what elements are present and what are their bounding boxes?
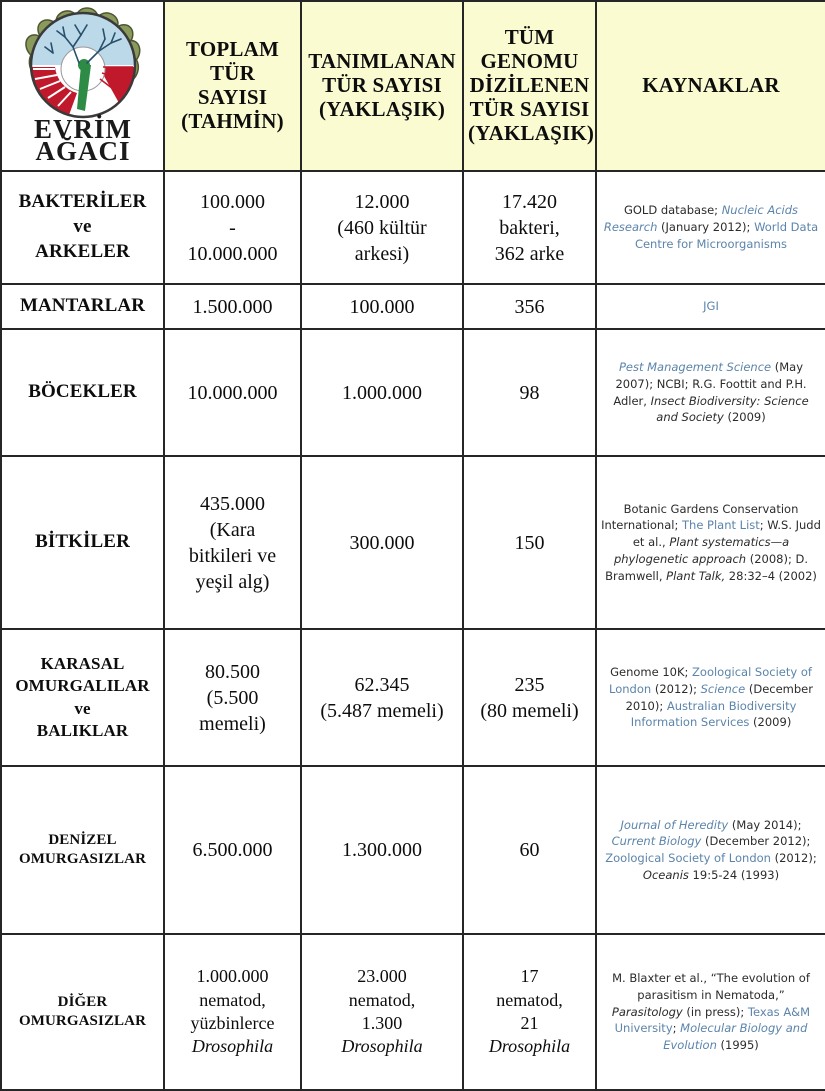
evrim-agaci-logo: [7, 7, 159, 165]
table-row: [1, 766, 825, 934]
source-link[interactable]: JGI: [703, 299, 719, 314]
source-text: ; W.S. Judd et al.,: [632, 518, 821, 550]
table-row: [1, 171, 825, 284]
row-genome-sequenced: 60: [463, 766, 596, 934]
source-text: (2012);: [651, 681, 701, 696]
row-group-name: KARASAL OMURGALILAR ve BALIKLAR: [1, 629, 164, 766]
row-sources: [596, 456, 825, 629]
source-link-title[interactable]: Current Biology: [611, 834, 702, 849]
source-text: (2012);: [770, 851, 817, 865]
row-group-name: DENİZEL OMURGASIZLAR: [1, 766, 164, 934]
row-genome-sequenced: 356: [463, 284, 596, 329]
row-sources: [596, 284, 825, 329]
header-total-species-label: TOPLAM TÜR SAYISI (TAHMİN): [181, 37, 284, 133]
source-link[interactable]: Zoological Society of London: [605, 851, 771, 865]
header-total-species: [164, 1, 301, 171]
source-link-title[interactable]: Pest Management Science: [618, 360, 772, 375]
row-sources: [596, 329, 825, 456]
row-total-species: 1.500.000: [164, 284, 301, 329]
header-genome-sequenced-label: TÜM GENOMU DİZİLENEN TÜR SAYISI (YAKLAŞIK): [468, 25, 595, 145]
row-group-name: BİTKİLER: [1, 456, 164, 629]
source-link[interactable]: World Data Centre for Microorganisms: [634, 220, 819, 251]
source-link-title[interactable]: Nucleic Acids Research: [603, 203, 799, 235]
source-text: M. Blaxter et al., “The evolution of parasitism in Nematoda,”: [612, 971, 810, 1002]
row-total-species: 100.000 - 10.000.000: [164, 171, 301, 284]
table-row: [1, 329, 825, 456]
source-text: Botanic Gardens Conservation International;: [601, 501, 799, 533]
row-sources: [596, 629, 825, 766]
source-text: ;: [672, 1021, 681, 1036]
row-genome-sequenced: 235 (80 memeli): [463, 629, 596, 766]
row-named-species: 23.000 nematod, 1.300 Drosophila: [301, 934, 463, 1090]
source-text: (2009): [749, 715, 792, 730]
source-text: (December 2010);: [625, 681, 813, 713]
row-total-species: 80.500 (5.500 memeli): [164, 629, 301, 766]
source-link-title[interactable]: Molecular Biology and Evolution: [663, 1021, 808, 1052]
table-row: [1, 284, 825, 329]
source-text: (December 2012);: [701, 834, 811, 849]
row-group-name: DİĞER OMURGASIZLAR: [1, 934, 164, 1090]
header-sources-label: KAYNAKLAR: [642, 73, 780, 98]
source-title: Insect Biodiversity: Science and Society: [650, 393, 809, 425]
source-text: (May 2007); NCBI; R.G. Foottit and P.H. Adler,: [613, 360, 807, 408]
row-named-species: 300.000: [301, 456, 463, 629]
row-total-species: 435.000 (Kara bitkileri ve yeşil alg): [164, 456, 301, 629]
row-group-name: BÖCEKLER: [1, 329, 164, 456]
source-text: 19:5-24 (1993): [688, 867, 780, 882]
source-text: 28:32–4 (2002): [725, 568, 817, 583]
row-sources: [596, 171, 825, 284]
source-link[interactable]: Zoological Society of London: [609, 665, 812, 696]
source-text: (1995): [716, 1038, 759, 1052]
row-group-name: MANTARLAR: [1, 284, 164, 329]
source-text: Genome 10K;: [610, 665, 693, 680]
header-named-species-label: TANIMLANAN TÜR SAYISI (YAKLAŞIK): [308, 49, 456, 121]
source-title: Plant Talk,: [666, 568, 726, 583]
table-row: [1, 456, 825, 629]
source-text: (2008); D. Bramwell,: [605, 551, 809, 583]
header-genome-sequenced: [463, 1, 596, 171]
source-title: Parasitology: [611, 1004, 683, 1019]
row-group-name: BAKTERİLER ve ARKELER: [1, 171, 164, 284]
row-named-species: 62.345 (5.487 memeli): [301, 629, 463, 766]
row-genome-sequenced: 98: [463, 329, 596, 456]
row-named-species: 100.000: [301, 284, 463, 329]
source-text: GOLD database;: [623, 203, 722, 218]
source-link[interactable]: The Plant List: [682, 518, 760, 533]
row-sources: [596, 766, 825, 934]
row-named-species: 12.000 (460 kültür arkesi): [301, 171, 463, 284]
logo-text-line2: AĞACI: [34, 136, 131, 165]
table-body: [1, 1, 825, 1090]
row-total-species: 10.000.000: [164, 329, 301, 456]
header-sources: [596, 1, 825, 171]
row-genome-sequenced: 17.420 bakteri, 362 arke: [463, 171, 596, 284]
source-text: (in press);: [682, 1004, 748, 1019]
row-genome-sequenced: 17 nematod, 21 Drosophila: [463, 934, 596, 1090]
logo-text-line1: EVRİM: [33, 114, 132, 144]
table-row: [1, 629, 825, 766]
row-named-species: 1.300.000: [301, 766, 463, 934]
source-link[interactable]: Australian Biodiversity Information Services: [630, 698, 797, 730]
row-sources: [596, 934, 825, 1090]
source-title: Plant systematics—a phylogenetic approach: [613, 535, 790, 566]
logo-cell: [1, 1, 164, 171]
row-total-species: 6.500.000: [164, 766, 301, 934]
source-title: Oceanis: [642, 867, 689, 882]
source-link-title[interactable]: Journal of Heredity: [620, 817, 729, 832]
row-total-species: 1.000.000 nematod, yüzbinlerce Drosophila: [164, 934, 301, 1090]
row-genome-sequenced: 150: [463, 456, 596, 629]
source-text: (2009): [723, 410, 766, 425]
source-link-title[interactable]: Science: [700, 681, 746, 696]
table-header-row: [1, 1, 825, 171]
source-link[interactable]: Texas A&M University: [614, 1004, 811, 1036]
source-text: (January 2012);: [657, 220, 755, 235]
table-row: [1, 934, 825, 1090]
source-text: (May 2014);: [728, 817, 802, 832]
header-named-species: [301, 1, 463, 171]
row-named-species: 1.000.000: [301, 329, 463, 456]
